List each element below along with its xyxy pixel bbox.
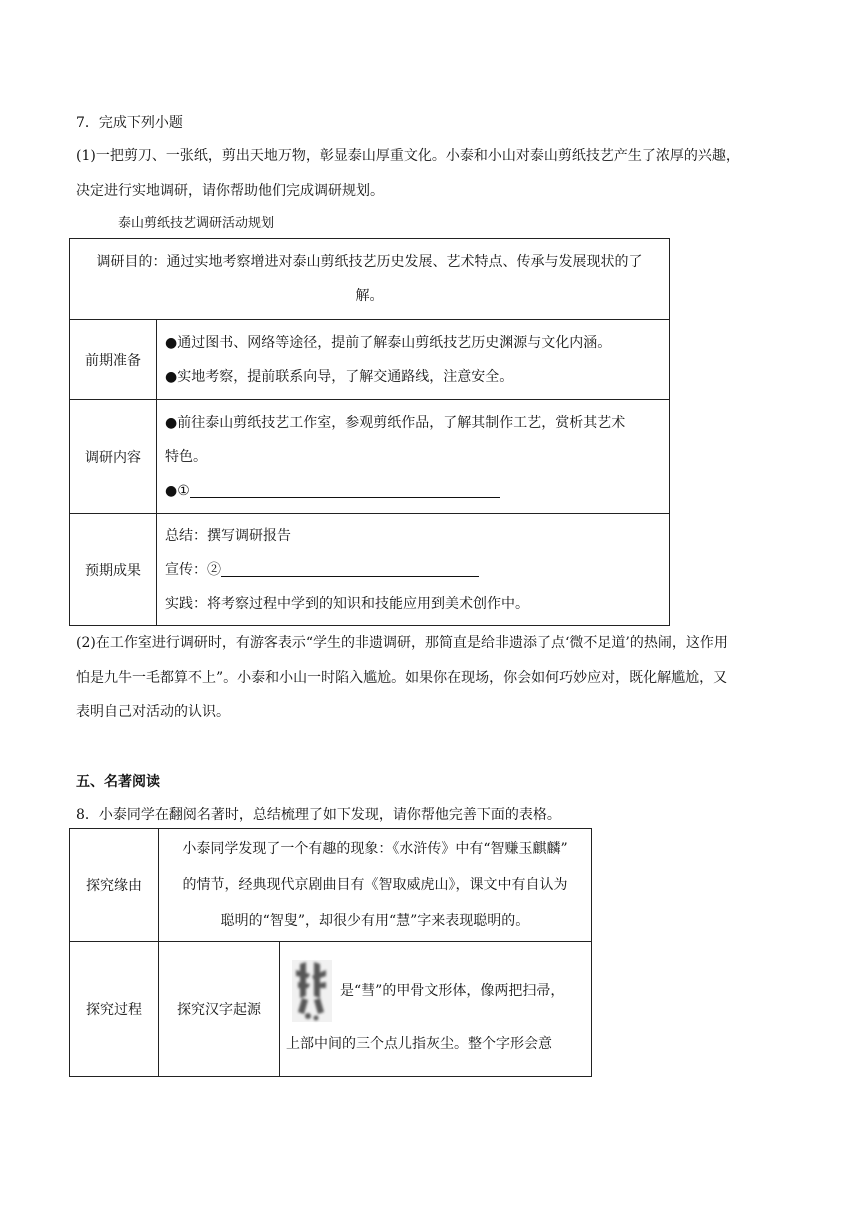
research-plan-table-title: 泰山剪纸技艺调研活动规划 [118,216,275,231]
reason-line1: 小泰同学发现了一个有趣的现象：《水浒传》中有“智赚玉麒麟” [182,841,568,857]
blank-2-label: 宣传：② [165,561,221,578]
research-purpose-line2: 解。 [355,288,384,304]
question-7-part2-line3: 表明自己对活动的认识。 [76,704,230,720]
classic-reading-table [69,828,592,1077]
question-7-part2-line1: (2)在工作室进行调研时，有游客表示“学生的非遗调研，那简直是给非遗添了点‘微不足道’的热闹，这作用 [76,635,728,651]
content-item-1b: 特色。 [165,448,207,465]
question-7-part1-line2: 决定进行实地调研，请你帮助他们完成调研规划。 [76,183,384,199]
research-purpose-line1: 调研目的：通过实地考察增进对泰山剪纸技艺历史发展、艺术特点、传承与发展现状的了 [96,254,643,270]
process-subheading: 探究汉字起源 [159,942,280,1077]
answer-blank-1[interactable] [190,481,500,498]
oracle-bone-character-icon [286,956,338,1026]
content-label: 调研内容 [70,400,157,514]
process-content [280,942,592,1077]
answer-blank-2[interactable] [221,560,479,577]
research-purpose-cell [70,239,670,320]
result-label: 预期成果 [70,514,157,626]
content-item-2 [165,474,661,508]
prep-item-1: ●通过图书、网络等途径，提前了解泰山剪纸技艺历史渊源与文化内涵。 [165,334,612,351]
reason-line3: 聪明的“智叟”，却很少有用“慧”字来表现聪明的。 [220,913,530,929]
result-item-1: 总结：撰写调研报告 [165,527,291,544]
reason-content [159,829,592,942]
process-line1 [286,956,585,1026]
result-item-2 [165,553,661,587]
reason-line2: 的情节，经典现代京剧曲目有《智取威虎山》，课文中有自认为 [182,877,568,893]
prep-item-2: ●实地考察，提前联系向导，了解交通路线，注意安全。 [165,368,514,385]
question-7-part2-line2: 怕是九牛一毛都算不上”。小泰和小山一时陷入尴尬。如果你在现场，你会如何巧妙应对，既化解尴尬，又 [76,670,728,686]
question-7-part1-line1: (1)一把剪刀、一张纸，剪出天地万物，彰显泰山厚重文化。小泰和小山对泰山剪纸技艺产生了浓厚的兴趣， [76,148,740,164]
research-plan-table [69,238,670,626]
reason-label: 探究缘由 [70,829,159,942]
process-text-line2: 上部中间的三个点儿指灰尘。整个字形会意 [286,1036,552,1052]
process-text-line1: 是“彗”的甲骨文形体，像两把扫帚， [340,983,565,999]
expected-results [157,514,670,626]
prep-content [157,320,670,400]
process-label: 探究过程 [70,942,159,1077]
result-item-3: 实践：将考察过程中学到的知识和技能应用到美术创作中。 [165,595,529,612]
section-5-heading: 五、名著阅读 [76,774,160,790]
prep-label: 前期准备 [70,320,157,400]
question-8-title: 8．小泰同学在翻阅名著时，总结梳理了如下发现，请你帮他完善下面的表格。 [76,807,561,823]
question-7-title: 7．完成下列小题 [76,115,183,131]
blank-1-label: ●① [165,482,190,499]
content-item-1a: ●前往泰山剪纸技艺工作室，参观剪纸作品，了解其制作工艺，赏析其艺术 [165,414,626,431]
research-content [157,400,670,514]
